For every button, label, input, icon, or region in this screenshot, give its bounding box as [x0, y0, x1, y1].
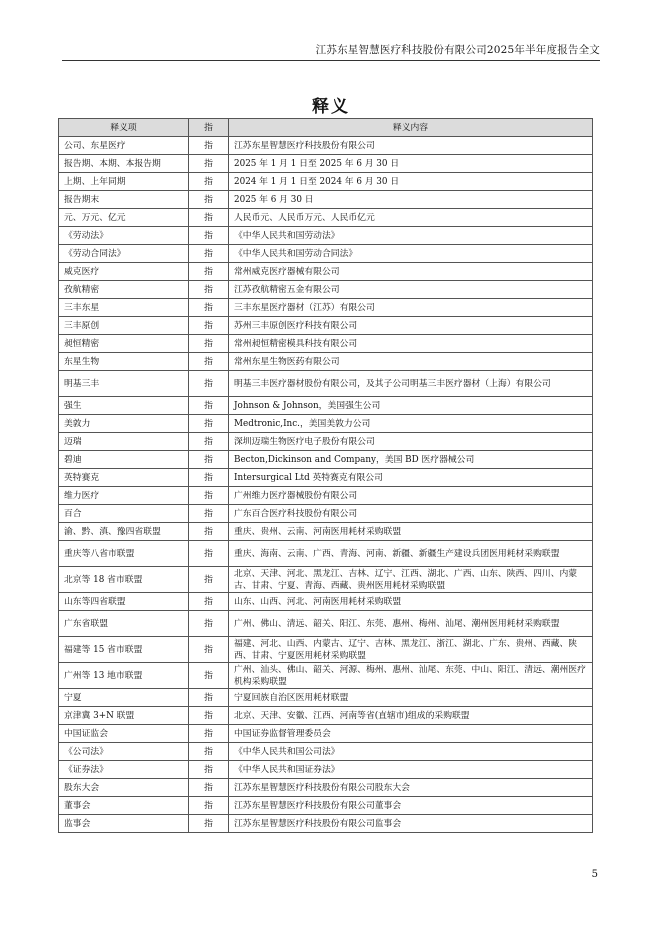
zhi-cell: 指	[189, 397, 229, 415]
meaning-cell: 北京、天津、河北、黑龙江、吉林、辽宁、江西、湖北、广西、山东、陕西、四川、内蒙古、甘肃、宁夏、青海、西藏、贵州医用耗材采购联盟	[229, 567, 593, 593]
table-row	[59, 317, 593, 335]
meaning-cell: 人民币元、人民币万元、人民币亿元	[229, 209, 593, 227]
zhi-cell: 指	[189, 663, 229, 689]
table-row	[59, 815, 593, 833]
term-cell: 美敦力	[59, 415, 189, 433]
table-row	[59, 137, 593, 155]
zhi-cell: 指	[189, 353, 229, 371]
meaning-cell: 江苏东星智慧医疗科技股份有限公司股东大会	[229, 779, 593, 797]
meaning-cell: 山东、山西、河北、河南医用耗材采购联盟	[229, 593, 593, 611]
table-row	[59, 797, 593, 815]
table-row	[59, 611, 593, 637]
meaning-cell: 广州维力医疗器械股份有限公司	[229, 487, 593, 505]
term-cell: 迈瑞	[59, 433, 189, 451]
meaning-cell: 中国证券监督管理委员会	[229, 725, 593, 743]
meaning-cell: Intersurgical Ltd 英特赛克有限公司	[229, 469, 593, 487]
zhi-cell: 指	[189, 761, 229, 779]
zhi-cell: 指	[189, 611, 229, 637]
zhi-cell: 指	[189, 191, 229, 209]
term-cell: 威克医疗	[59, 263, 189, 281]
meaning-cell: 2024 年 1 月 1 日至 2024 年 6 月 30 日	[229, 173, 593, 191]
table-row	[59, 689, 593, 707]
zhi-cell: 指	[189, 173, 229, 191]
term-cell: 东星生物	[59, 353, 189, 371]
zhi-cell: 指	[189, 155, 229, 173]
meaning-cell: 明基三丰医疗器材股份有限公司，及其子公司明基三丰医疗器材（上海）有限公司	[229, 371, 593, 397]
term-cell: 福建等 15 省市联盟	[59, 637, 189, 663]
term-cell: 百合	[59, 505, 189, 523]
zhi-cell: 指	[189, 371, 229, 397]
term-cell: 明基三丰	[59, 371, 189, 397]
table-row	[59, 567, 593, 593]
term-cell: 三丰东星	[59, 299, 189, 317]
term-cell: 山东等四省联盟	[59, 593, 189, 611]
term-cell: 宁夏	[59, 689, 189, 707]
term-cell: 孜航精密	[59, 281, 189, 299]
meaning-cell: Becton,Dickinson and Company，美国 BD 医疗器械公司	[229, 451, 593, 469]
report-header-title: 江苏东星智慧医疗科技股份有限公司2025年半年度报告全文	[315, 44, 600, 56]
term-cell: 维力医疗	[59, 487, 189, 505]
table-row	[59, 415, 593, 433]
term-cell: 英特赛克	[59, 469, 189, 487]
column-header-term: 释义项	[59, 119, 189, 137]
table-row	[59, 505, 593, 523]
column-header-zhi: 指	[189, 119, 229, 137]
table-row	[59, 263, 593, 281]
term-cell: 三丰原创	[59, 317, 189, 335]
term-cell: 报告期末	[59, 191, 189, 209]
term-cell: 昶恒精密	[59, 335, 189, 353]
meaning-cell: 广州、汕头、佛山、韶关、河源、梅州、惠州、汕尾、东莞、中山、阳江、清远、潮州医疗机构采购联盟	[229, 663, 593, 689]
column-header-meaning: 释义内容	[229, 119, 593, 137]
meaning-cell: 广东百合医疗科技股份有限公司	[229, 505, 593, 523]
term-cell: 上期、上年同期	[59, 173, 189, 191]
term-cell: 《证券法》	[59, 761, 189, 779]
table-row	[59, 191, 593, 209]
table-row	[59, 637, 593, 663]
zhi-cell: 指	[189, 299, 229, 317]
meaning-cell: 重庆、海南、云南、广西、青海、河南、新疆、新疆生产建设兵团医用耗材采购联盟	[229, 541, 593, 567]
term-cell: 京津冀 3+N 联盟	[59, 707, 189, 725]
meaning-cell: Johnson & Johnson，美国强生公司	[229, 397, 593, 415]
table-row	[59, 155, 593, 173]
table-row	[59, 451, 593, 469]
term-cell: 监事会	[59, 815, 189, 833]
zhi-cell: 指	[189, 505, 229, 523]
table-row	[59, 371, 593, 397]
zhi-cell: 指	[189, 317, 229, 335]
page-number: 5	[591, 869, 598, 880]
meaning-cell: 三丰东星医疗器材（江苏）有限公司	[229, 299, 593, 317]
table-row	[59, 469, 593, 487]
meaning-cell: 《中华人民共和国证券法》	[229, 761, 593, 779]
table-row	[59, 209, 593, 227]
zhi-cell: 指	[189, 469, 229, 487]
meaning-cell: Medtronic,Inc.，美国美敦力公司	[229, 415, 593, 433]
zhi-cell: 指	[189, 779, 229, 797]
zhi-cell: 指	[189, 743, 229, 761]
zhi-cell: 指	[189, 415, 229, 433]
zhi-cell: 指	[189, 433, 229, 451]
definitions-table	[58, 118, 593, 833]
zhi-cell: 指	[189, 487, 229, 505]
meaning-cell: 2025 年 1 月 1 日至 2025 年 6 月 30 日	[229, 155, 593, 173]
term-cell: 北京等 18 省市联盟	[59, 567, 189, 593]
term-cell: 《公司法》	[59, 743, 189, 761]
term-cell: 广州等 13 地市联盟	[59, 663, 189, 689]
term-cell: 中国证监会	[59, 725, 189, 743]
term-cell: 广东省联盟	[59, 611, 189, 637]
meaning-cell: 重庆、贵州、云南、河南医用耗材采购联盟	[229, 523, 593, 541]
zhi-cell: 指	[189, 209, 229, 227]
zhi-cell: 指	[189, 541, 229, 567]
term-cell: 公司、东星医疗	[59, 137, 189, 155]
zhi-cell: 指	[189, 637, 229, 663]
meaning-cell: 2025 年 6 月 30 日	[229, 191, 593, 209]
table-row	[59, 663, 593, 689]
table-row	[59, 245, 593, 263]
meaning-cell: 江苏东星智慧医疗科技股份有限公司监事会	[229, 815, 593, 833]
meaning-cell: 常州威克医疗器械有限公司	[229, 263, 593, 281]
term-cell: 重庆等八省市联盟	[59, 541, 189, 567]
zhi-cell: 指	[189, 689, 229, 707]
meaning-cell: 常州昶恒精密模具科技有限公司	[229, 335, 593, 353]
meaning-cell: 江苏东星智慧医疗科技股份有限公司	[229, 137, 593, 155]
term-cell: 渝、黔、滇、豫四省联盟	[59, 523, 189, 541]
meaning-cell: 《中华人民共和国劳动法》	[229, 227, 593, 245]
table-row	[59, 707, 593, 725]
meaning-cell: 江苏东星智慧医疗科技股份有限公司董事会	[229, 797, 593, 815]
table-body	[59, 137, 593, 833]
zhi-cell: 指	[189, 335, 229, 353]
table-row	[59, 397, 593, 415]
table-row	[59, 593, 593, 611]
term-cell: 《劳动法》	[59, 227, 189, 245]
header-divider	[62, 60, 600, 61]
zhi-cell: 指	[189, 263, 229, 281]
table-header	[59, 119, 593, 137]
zhi-cell: 指	[189, 227, 229, 245]
table-row	[59, 335, 593, 353]
table-row	[59, 743, 593, 761]
zhi-cell: 指	[189, 593, 229, 611]
zhi-cell: 指	[189, 567, 229, 593]
table-row	[59, 433, 593, 451]
table-row	[59, 779, 593, 797]
zhi-cell: 指	[189, 815, 229, 833]
zhi-cell: 指	[189, 137, 229, 155]
table-row	[59, 173, 593, 191]
zhi-cell: 指	[189, 725, 229, 743]
table-row	[59, 299, 593, 317]
term-cell: 元、万元、亿元	[59, 209, 189, 227]
table-row	[59, 761, 593, 779]
term-cell: 股东大会	[59, 779, 189, 797]
term-cell: 《劳动合同法》	[59, 245, 189, 263]
zhi-cell: 指	[189, 523, 229, 541]
table-row	[59, 227, 593, 245]
table-row	[59, 523, 593, 541]
table-row	[59, 487, 593, 505]
meaning-cell: 苏州三丰原创医疗科技有限公司	[229, 317, 593, 335]
zhi-cell: 指	[189, 797, 229, 815]
table-row	[59, 725, 593, 743]
term-cell: 报告期、本期、本报告期	[59, 155, 189, 173]
table-row	[59, 353, 593, 371]
meaning-cell: 宁夏回族自治区医用耗材联盟	[229, 689, 593, 707]
table-header-row	[59, 119, 593, 137]
term-cell: 碧迪	[59, 451, 189, 469]
zhi-cell: 指	[189, 245, 229, 263]
meaning-cell: 《中华人民共和国公司法》	[229, 743, 593, 761]
meaning-cell: 深圳迈瑞生物医疗电子股份有限公司	[229, 433, 593, 451]
zhi-cell: 指	[189, 281, 229, 299]
meaning-cell: 广州、佛山、清远、韶关、阳江、东莞、惠州、梅州、汕尾、潮州医用耗材采购联盟	[229, 611, 593, 637]
meaning-cell: 《中华人民共和国劳动合同法》	[229, 245, 593, 263]
term-cell: 董事会	[59, 797, 189, 815]
meaning-cell: 福建、河北、山西、内蒙古、辽宁、吉林、黑龙江、浙江、湖北、广东、贵州、西藏、陕西、甘肃、宁夏医用耗材采购联盟	[229, 637, 593, 663]
table-row	[59, 281, 593, 299]
term-cell: 强生	[59, 397, 189, 415]
table-row	[59, 541, 593, 567]
meaning-cell: 常州东星生物医药有限公司	[229, 353, 593, 371]
meaning-cell: 江苏孜航精密五金有限公司	[229, 281, 593, 299]
section-title: 释义	[312, 97, 350, 117]
zhi-cell: 指	[189, 707, 229, 725]
zhi-cell: 指	[189, 451, 229, 469]
meaning-cell: 北京、天津、安徽、江西、河南等省(直辖市)组成的采购联盟	[229, 707, 593, 725]
